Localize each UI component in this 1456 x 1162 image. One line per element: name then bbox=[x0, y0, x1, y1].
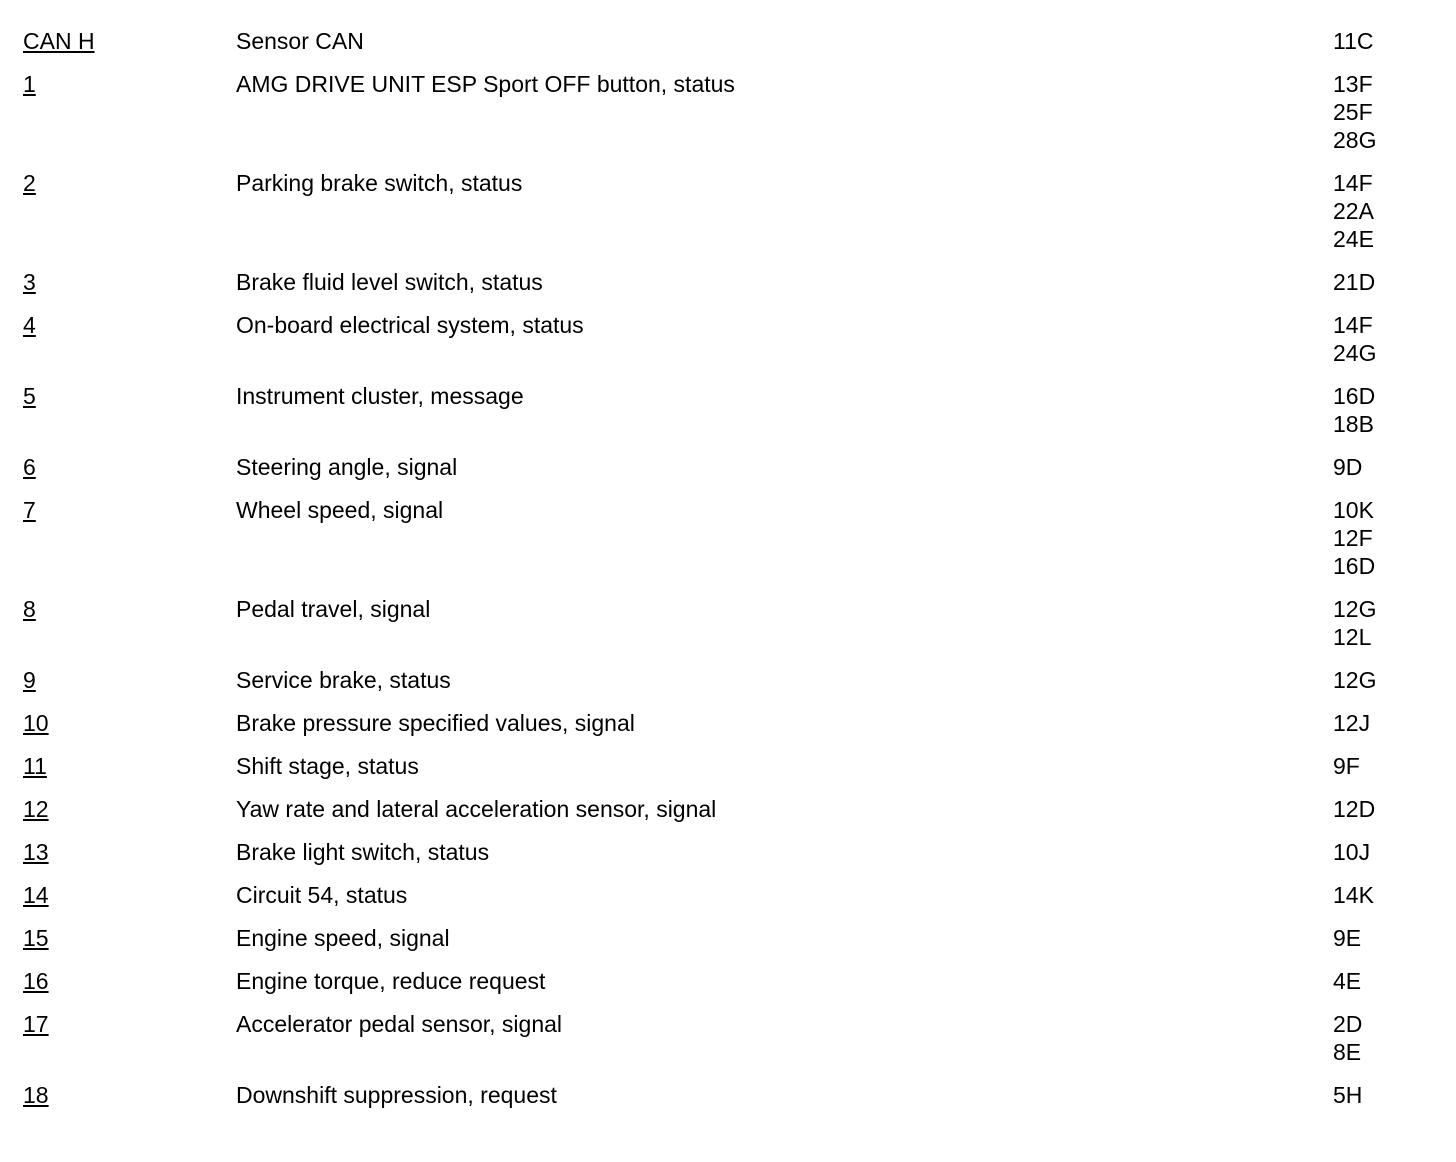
grid-reference: 21D bbox=[1333, 269, 1376, 295]
grid-reference: 12J bbox=[1333, 710, 1371, 736]
grid-reference-list bbox=[1333, 311, 1376, 367]
grid-reference-list bbox=[1333, 1081, 1362, 1109]
signal-number-link[interactable]: 9 bbox=[23, 667, 36, 693]
grid-reference-list bbox=[1333, 453, 1362, 481]
grid-reference-list bbox=[1333, 382, 1375, 438]
grid-reference: 12G bbox=[1333, 596, 1377, 622]
signal-number-link[interactable]: 1 bbox=[23, 71, 36, 97]
signal-number-link[interactable]: 5 bbox=[23, 383, 36, 409]
signal-description: Brake fluid level switch, status bbox=[236, 269, 543, 295]
grid-reference: 4E bbox=[1333, 968, 1362, 994]
grid-reference: 13F bbox=[1333, 71, 1373, 97]
grid-reference: 24G bbox=[1333, 340, 1377, 366]
signal-description: On-board electrical system, status bbox=[236, 312, 584, 338]
grid-reference: 9E bbox=[1333, 925, 1362, 951]
signal-description: Shift stage, status bbox=[236, 753, 419, 779]
signal-number-link[interactable]: 3 bbox=[23, 269, 36, 295]
grid-reference: 16D bbox=[1333, 383, 1376, 409]
grid-reference-list bbox=[1333, 838, 1370, 866]
bus-description: Sensor CAN bbox=[236, 28, 364, 54]
signal-number-link[interactable]: 15 bbox=[23, 925, 49, 951]
grid-reference: 12D bbox=[1333, 796, 1376, 822]
signal-number-link[interactable]: 2 bbox=[23, 170, 36, 196]
bus-name-link[interactable]: CAN H bbox=[23, 28, 95, 54]
signal-description: Steering angle, signal bbox=[236, 454, 458, 480]
signal-description: AMG DRIVE UNIT ESP Sport OFF button, status bbox=[236, 71, 735, 97]
grid-reference: 14F bbox=[1333, 312, 1373, 338]
grid-reference-list bbox=[1333, 924, 1361, 952]
grid-reference-list bbox=[1333, 795, 1375, 823]
signal-number-link[interactable]: 4 bbox=[23, 312, 36, 338]
grid-reference-list bbox=[1333, 70, 1376, 154]
grid-reference-list bbox=[1333, 967, 1361, 995]
grid-reference-list bbox=[1333, 27, 1374, 55]
grid-reference: 25F bbox=[1333, 99, 1373, 125]
grid-reference-list bbox=[1333, 666, 1376, 694]
grid-reference: 18B bbox=[1333, 411, 1374, 437]
grid-reference-list bbox=[1333, 1010, 1362, 1066]
signal-description: Service brake, status bbox=[236, 667, 451, 693]
grid-reference: 14F bbox=[1333, 170, 1373, 196]
signal-description: Wheel speed, signal bbox=[236, 497, 444, 523]
signal-number-link[interactable]: 11 bbox=[23, 753, 47, 779]
grid-reference: 12G bbox=[1333, 667, 1377, 693]
grid-reference: 5H bbox=[1333, 1082, 1363, 1108]
signal-description: Brake pressure specified values, signal bbox=[236, 710, 635, 736]
grid-reference: 22A bbox=[1333, 198, 1374, 224]
grid-reference: 9D bbox=[1333, 454, 1363, 480]
signal-description: Brake light switch, status bbox=[236, 839, 490, 865]
signal-description: Circuit 54, status bbox=[236, 882, 408, 908]
grid-reference-list bbox=[1333, 169, 1374, 253]
grid-reference: 10J bbox=[1333, 839, 1371, 865]
signal-description: Parking brake switch, status bbox=[236, 170, 523, 196]
signal-description: Engine torque, reduce request bbox=[236, 968, 546, 994]
grid-reference: 28G bbox=[1333, 127, 1377, 153]
signal-number-link[interactable]: 18 bbox=[23, 1082, 49, 1108]
grid-reference-list bbox=[1333, 496, 1375, 580]
signal-description: Accelerator pedal sensor, signal bbox=[236, 1011, 563, 1037]
grid-reference: 8E bbox=[1333, 1039, 1362, 1065]
grid-reference: 11C bbox=[1333, 28, 1374, 54]
grid-reference-list bbox=[1333, 881, 1374, 909]
signal-number-link[interactable]: 10 bbox=[23, 710, 49, 736]
signal-description: Yaw rate and lateral acceleration sensor, signal bbox=[236, 796, 717, 822]
signal-description: Engine speed, signal bbox=[236, 925, 450, 951]
grid-reference-list bbox=[1333, 752, 1360, 780]
signal-number-link[interactable]: 14 bbox=[23, 882, 49, 908]
grid-reference-list bbox=[1333, 268, 1375, 296]
signal-description: Downshift suppression, request bbox=[236, 1082, 557, 1108]
grid-reference: 9F bbox=[1333, 753, 1360, 779]
grid-reference: 2D bbox=[1333, 1011, 1363, 1037]
signal-description: Instrument cluster, message bbox=[236, 383, 524, 409]
signal-number-link[interactable]: 6 bbox=[23, 454, 36, 480]
grid-reference: 10K bbox=[1333, 497, 1374, 523]
grid-reference: 24E bbox=[1333, 226, 1374, 252]
signal-number-link[interactable]: 16 bbox=[23, 968, 49, 994]
signal-number-link[interactable]: 17 bbox=[23, 1011, 49, 1037]
signal-number-link[interactable]: 13 bbox=[23, 839, 49, 865]
signal-number-link[interactable]: 7 bbox=[23, 497, 36, 523]
signal-number-link[interactable]: 8 bbox=[23, 596, 36, 622]
grid-reference: 12L bbox=[1333, 624, 1372, 650]
grid-reference-list bbox=[1333, 595, 1376, 651]
grid-reference: 14K bbox=[1333, 882, 1374, 908]
grid-reference-list bbox=[1333, 709, 1370, 737]
grid-reference: 12F bbox=[1333, 525, 1373, 551]
signal-description: Pedal travel, signal bbox=[236, 596, 431, 622]
signal-number-link[interactable]: 12 bbox=[23, 796, 49, 822]
grid-reference: 16D bbox=[1333, 553, 1376, 579]
